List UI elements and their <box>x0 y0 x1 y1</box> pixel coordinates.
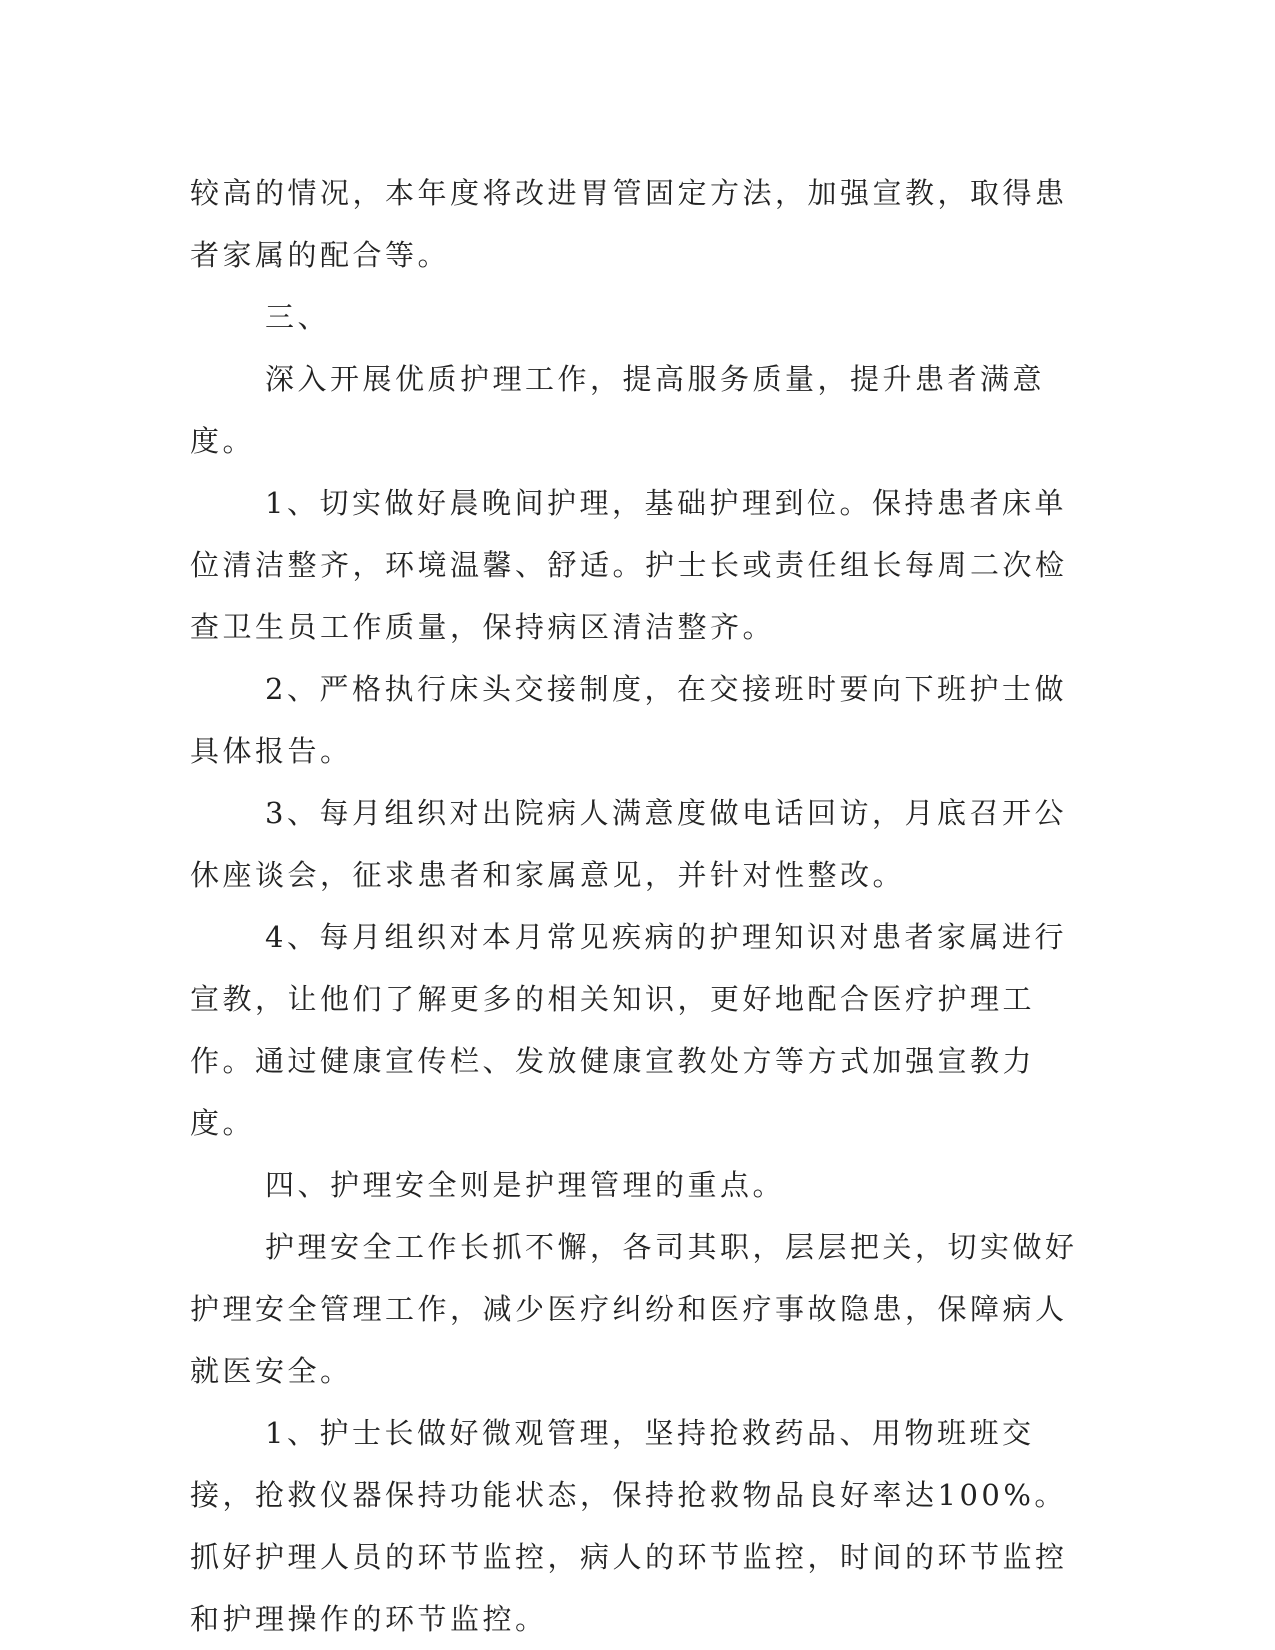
paragraph-safety-management: 护理安全工作长抓不懈，各司其职，层层把关，切实做好护理安全管理工作，减少医疗纠纷和医疗事故隐患，保障病人就医安全。 <box>190 1230 1078 1388</box>
document-body <box>190 162 1090 1650</box>
list-item-1-morning-evening-care: 1、切实做好晨晚间护理，基础护理到位。保持患者床单位清洁整齐，环境温馨、舒适。护士长或责任组长每周二次检查卫生员工作质量，保持病区清洁整齐。 <box>190 486 1068 644</box>
paragraph-continuation: 较高的情况，本年度将改进胃管固定方法，加强宣教，取得患者家属的配合等。 <box>190 176 1068 272</box>
list-item-4-health-education: 4、每月组织对本月常见疾病的护理知识对患者家属进行宣教，让他们了解更多的相关知识，更好地配合医疗护理工作。通过健康宣传栏、发放健康宣教处方等方式加强宣教力度。 <box>190 920 1067 1140</box>
section-heading-three: 三、 <box>265 300 331 334</box>
section-heading-four: 四、护理安全则是护理管理的重点。 <box>265 1168 786 1202</box>
paragraph-quality-nursing: 深入开展优质护理工作，提高服务质量，提升患者满意度。 <box>190 362 1046 458</box>
list-item-3-phone-follow-up: 3、每月组织对出院病人满意度做电话回访，月底召开公休座谈会，征求患者和家属意见，并针对性整改。 <box>190 796 1067 892</box>
list-item-1-micro-management: 1、护士长做好微观管理，坚持抢救药品、用物班班交接，抢救仪器保持功能状态，保持抢救物品良好率达100%。抓好护理人员的环节监控，病人的环节监控，时间的环节监控和护理操作的环节监控。 <box>190 1416 1068 1636</box>
list-item-2-bedside-handover: 2、严格执行床头交接制度，在交接班时要向下班护士做具体报告。 <box>190 672 1067 768</box>
